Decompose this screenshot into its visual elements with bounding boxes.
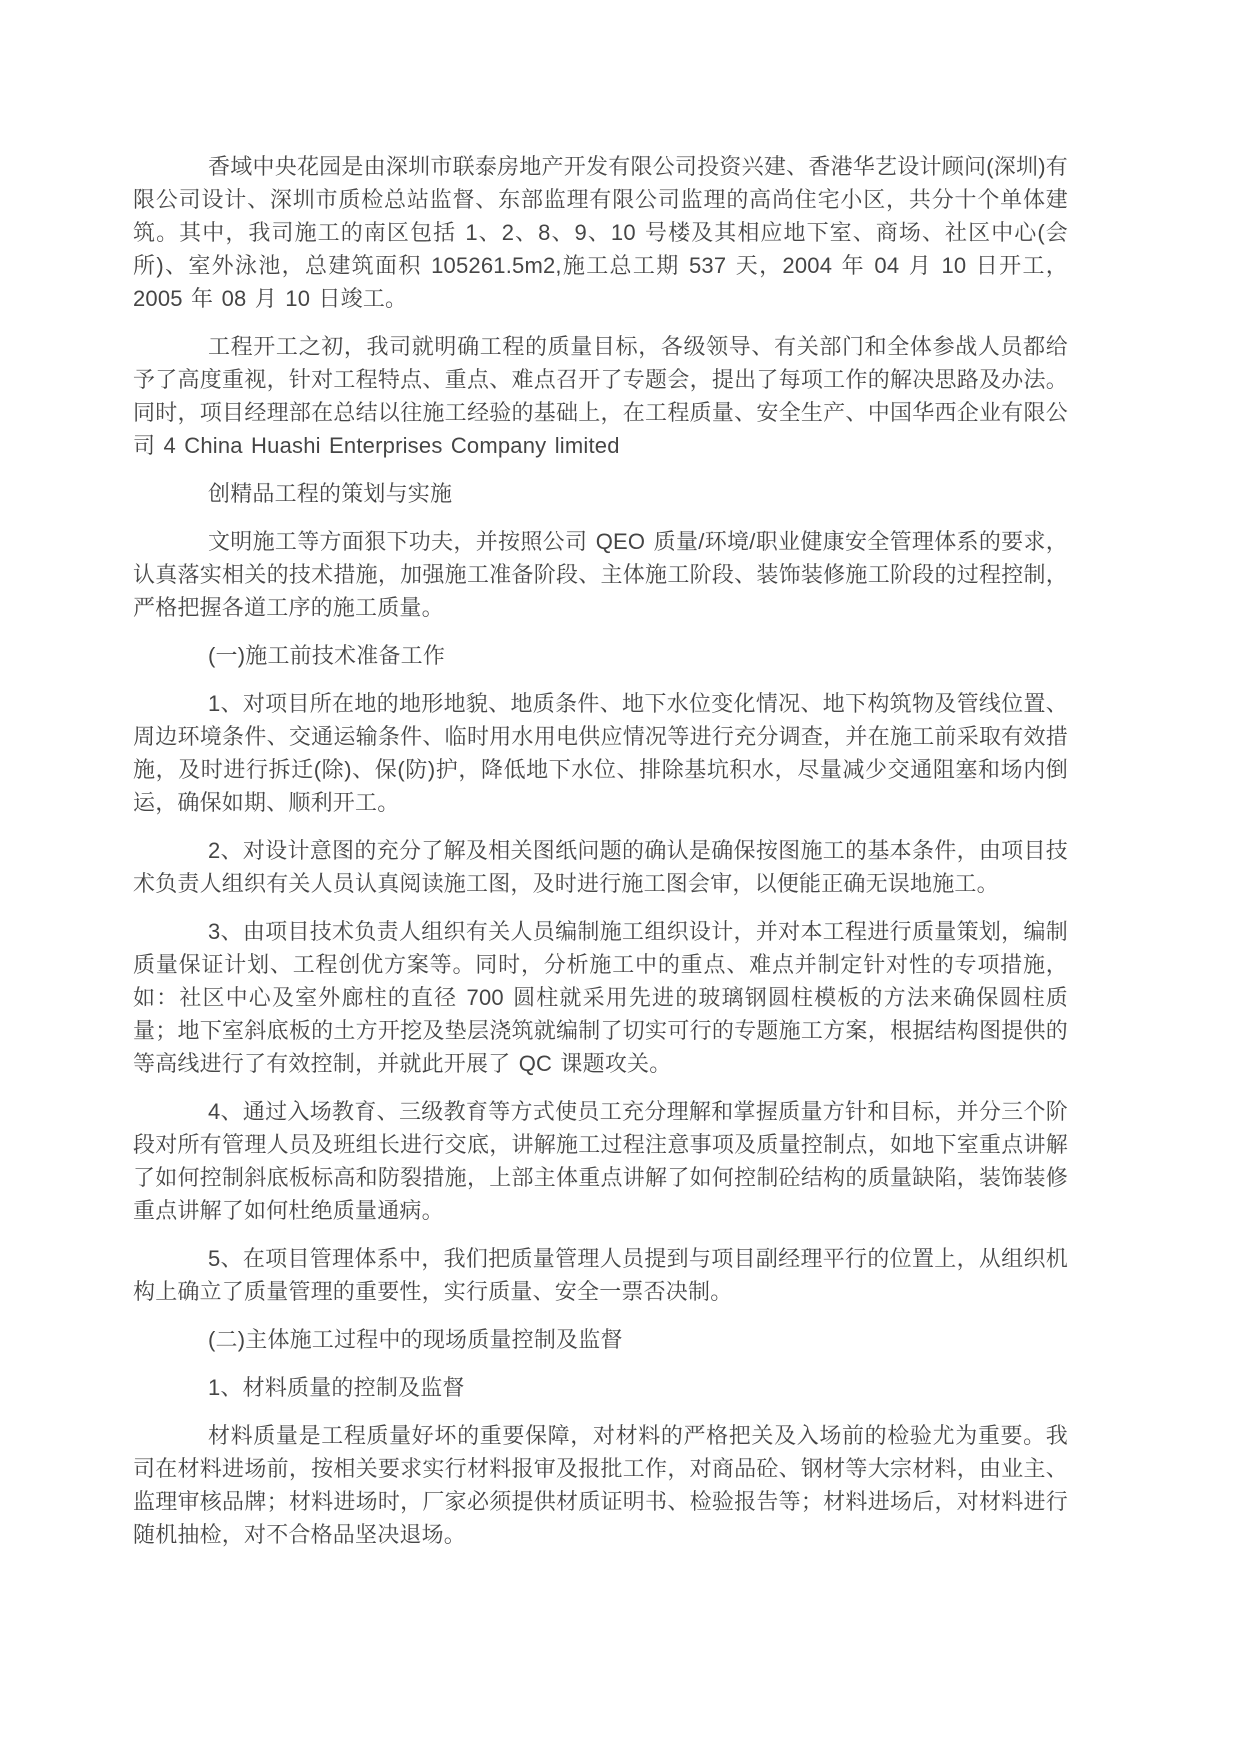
- intro-paragraph: 香域中央花园是由深圳市联泰房地产开发有限公司投资兴建、香港华艺设计顾问(深圳)有限公司设计、深圳市质检总站监督、东部监理有限公司监理的高尚住宅小区，共分十个单体建筑。其中，我司施工的南区包括 1、2、8、9、10 号楼及其相应地下室、商场、社区中心(会所)、室外泳池，总建筑面积 105261.5m2,施工总工期 537 天，2004 年 04 月 10 日开工，2005 年 08 月 10 日竣工。: [133, 154, 1068, 311]
- civilized-construction-paragraph: 文明施工等方面狠下功夫，并按照公司 QEO 质量/环境/职业健康安全管理体系的要求，认真落实相关的技术措施，加强施工准备阶段、主体施工阶段、装饰装修施工阶段的过程控制，严格把握各道工序的施工质量。: [133, 529, 1068, 620]
- heading-quality-planning: 创精品工程的策划与实施: [208, 481, 453, 506]
- heading-material-quality: 1、材料质量的控制及监督: [208, 1375, 465, 1400]
- item-1-site-survey: 1、对项目所在地的地形地貌、地质条件、地下水位变化情况、地下构筑物及管线位置、周边环境条件、交通运输条件、临时用水用电供应情况等进行充分调查，并在施工前采取有效措施，及时进行拆迁(除)、保(防)护，降低地下水位、排除基坑积水，尽量减少交通阻塞和场内倒运，确保如期、顺利开工。: [133, 691, 1068, 815]
- item-3-construction-org-design: 3、由项目技术负责人组织有关人员编制施工组织设计，并对本工程进行质量策划，编制质量保证计划、工程创优方案等。同时，分析施工中的重点、难点并制定针对性的专项措施，如：社区中心及室外廊柱的直径 700 圆柱就采用先进的玻璃钢圆柱模板的方法来确保圆柱质量；地下室斜底板的土方开挖及垫层浇筑就编制了切实可行的专题施工方案，根据结构图提供的等高线进行了有效控制，并就此开展了 QC 课题攻关。: [133, 919, 1068, 1076]
- quality-goal-paragraph: 工程开工之初，我司就明确工程的质量目标，各级领导、有关部门和全体参战人员都给予了高度重视，针对工程特点、重点、难点召开了专题会，提出了每项工作的解决思路及办法。同时，项目经理部在总结以往施工经验的基础上，在工程质量、安全生产、中国华西企业有限公司 4 China Huashi Enterprises Company limited: [133, 334, 1068, 458]
- heading-main-construction-control: (二)主体施工过程中的现场质量控制及监督: [208, 1327, 623, 1352]
- heading-pre-construction-prep: (一)施工前技术准备工作: [208, 643, 446, 668]
- material-quality-paragraph: 材料质量是工程质量好坏的重要保障，对材料的严格把关及入场前的检验尤为重要。我司在材料进场前，按相关要求实行材料报审及报批工作，对商品砼、钢材等大宗材料，由业主、监理审核品牌；材料进场时，厂家必须提供材质证明书、检验报告等；材料进场后，对材料进行随机抽检，对不合格品坚决退场。: [133, 1423, 1068, 1547]
- item-5-management-system: 5、在项目管理体系中，我们把质量管理人员提到与项目副经理平行的位置上，从组织机构上确立了质量管理的重要性，实行质量、安全一票否决制。: [133, 1246, 1068, 1304]
- item-2-design-intent: 2、对设计意图的充分了解及相关图纸问题的确认是确保按图施工的基本条件，由项目技术负责人组织有关人员认真阅读施工图，及时进行施工图会审，以便能正确无误地施工。: [133, 838, 1068, 896]
- item-4-entry-training: 4、通过入场教育、三级教育等方式使员工充分理解和掌握质量方针和目标，并分三个阶段对所有管理人员及班组长进行交底，讲解施工过程注意事项及质量控制点，如地下室重点讲解了如何控制斜底板标高和防裂措施，上部主体重点讲解了如何控制砼结构的质量缺陷，装饰装修重点讲解了如何杜绝质量通病。: [133, 1099, 1068, 1223]
